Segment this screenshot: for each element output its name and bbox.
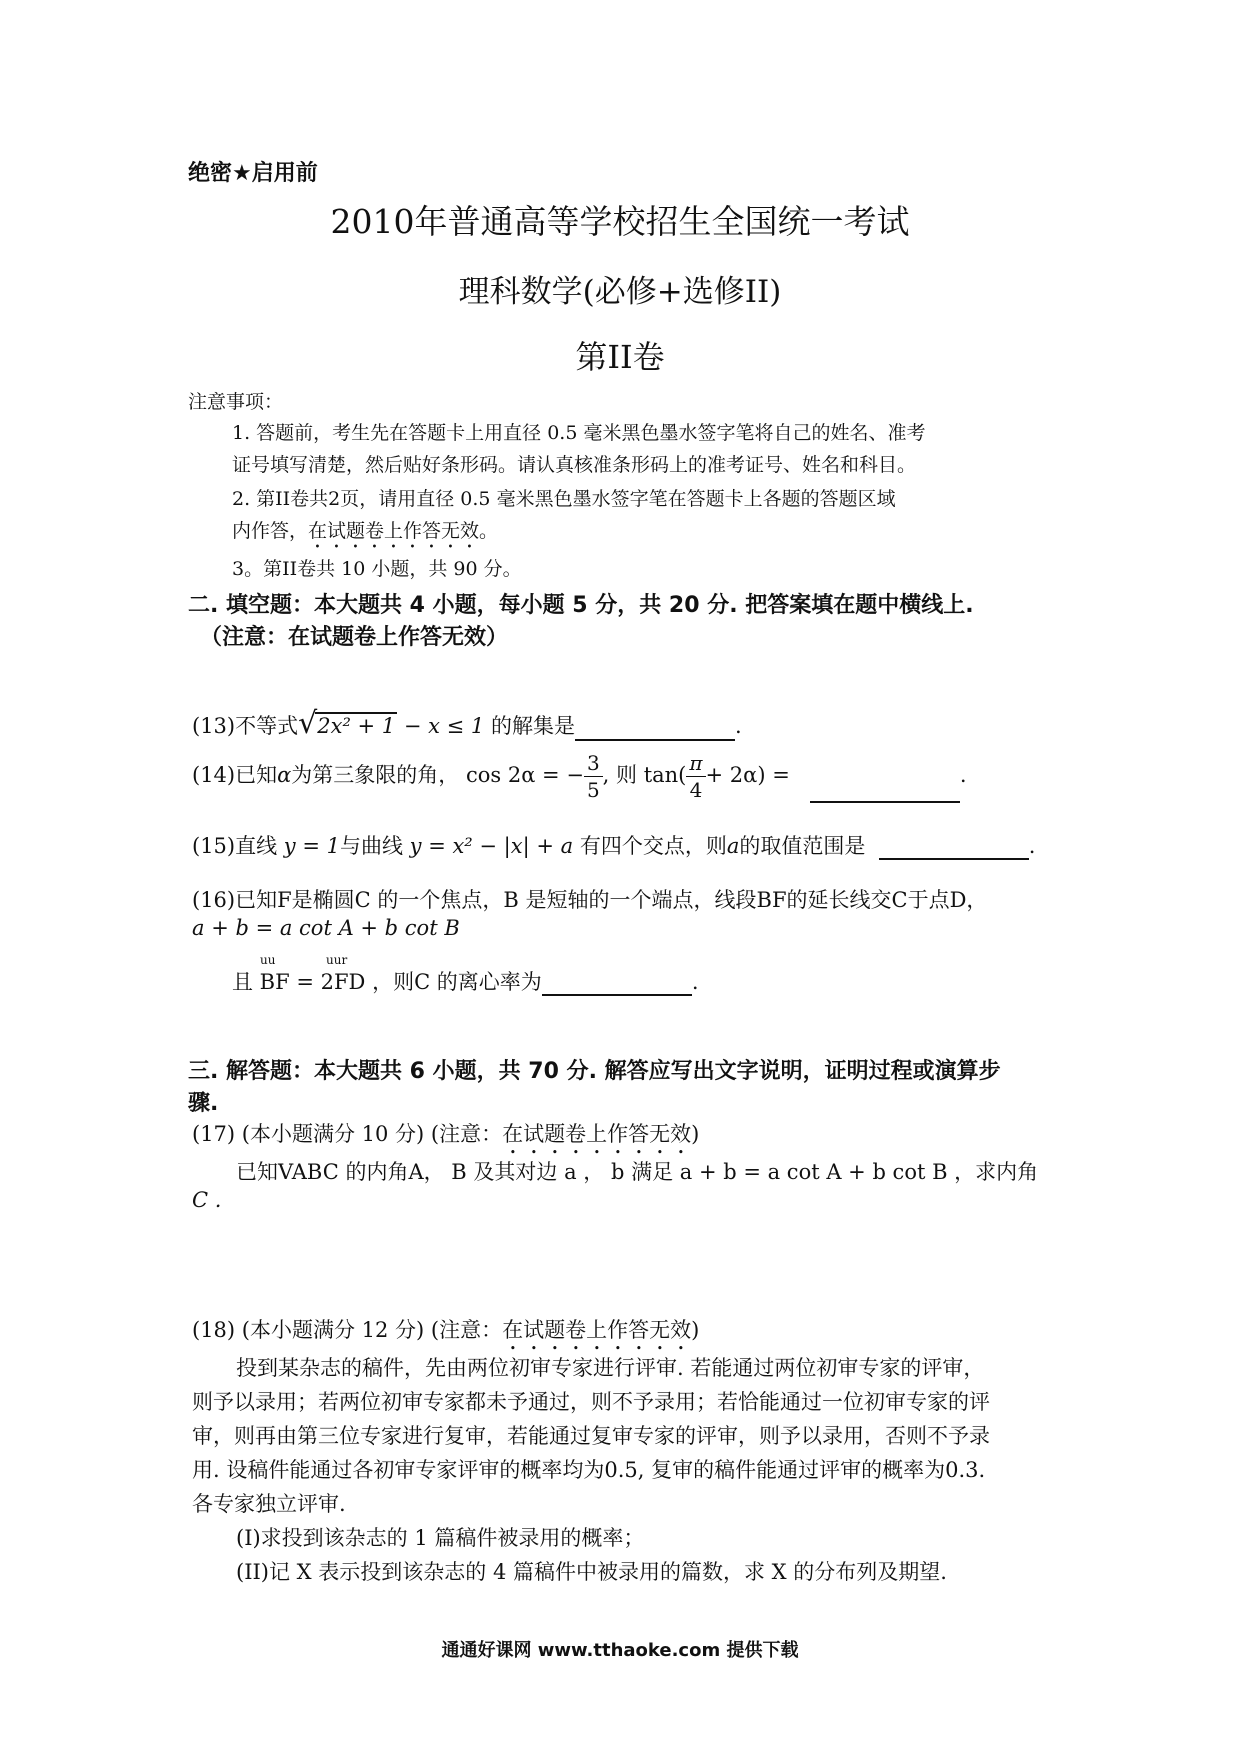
question-16-line1: (16)已知F是椭圆C 的一个焦点，B 是短轴的一个端点，线段BF的延长线交C于点D， — [192, 888, 988, 912]
note-2a: 2. 第II卷共2页，请用直径 0.5 毫米黑色墨水签字笔在答题卡上各题的答题区域 — [232, 488, 896, 510]
note-2b-pre: 内作答， — [232, 520, 309, 542]
q15-end: . — [1028, 834, 1036, 858]
q15-pre: (15)直线 — [192, 834, 278, 858]
q17-head-emphasis: 在试题卷上作答无效 — [502, 1122, 692, 1146]
question-17-line2: C . — [192, 1188, 222, 1212]
q18-paragraph-2: 则予以录用；若两位初审专家都未予通过，则不予录用；若恰能通过一位初审专家的评 — [192, 1390, 990, 1414]
question-13 — [192, 706, 742, 741]
q13-post: 的解集是 — [490, 714, 575, 738]
footer-credit: 通通好课网 www.tthaoke.com 提供下载 — [441, 1640, 799, 1661]
note-2b — [232, 516, 498, 553]
note-3: 3。第II卷共 10 小题，共 90 分。 — [232, 558, 522, 580]
q14-cos: cos 2α = − — [465, 763, 584, 787]
question-18-header — [192, 1314, 699, 1355]
sqrt-icon: √ — [298, 706, 318, 741]
q15-eq2: y = x² − |x| + a — [409, 834, 574, 858]
q16-answer-blank[interactable] — [542, 970, 692, 996]
vector-mark-fd: uur — [326, 953, 348, 967]
q17-head-post: ) — [691, 1122, 700, 1146]
q13-radicand: 2x² + 1 — [317, 714, 396, 738]
q14-then: , 则 tan( — [602, 763, 687, 787]
confidential-label: 绝密★启用前 — [188, 161, 318, 186]
vector-mark-bf: uu — [260, 953, 276, 967]
section2-note: （注意：在试题卷上作答无效） — [200, 625, 509, 650]
q15-post2: 的取值范围是 — [739, 834, 866, 858]
q14-fraction — [584, 750, 603, 803]
exam-subtitle: 理科数学(必修+选修II) — [458, 274, 782, 310]
q14-den: 5 — [586, 778, 600, 802]
q13-answer-blank[interactable] — [575, 715, 735, 741]
q18-paragraph-3: 审，则再由第三位专家进行复审，若能通过复审专家的评审，则予以录用，否则不予录 — [192, 1424, 990, 1448]
volume-title: 第II卷 — [575, 338, 665, 376]
q15-mid: 与曲线 — [339, 834, 403, 858]
question-16-line3 — [232, 966, 699, 996]
note-2b-post: 。 — [479, 520, 499, 542]
q15-post: 有四个交点，则 — [579, 834, 727, 858]
exam-title: 2010年普通高等学校招生全国统一考试 — [330, 202, 910, 241]
q14-answer-blank[interactable] — [810, 777, 960, 803]
q14-pi-fraction — [686, 750, 705, 803]
section2-heading: 二. 填空题：本大题共 4 小题，每小题 5 分，共 20 分. 把答案填在题中横线上. — [188, 593, 974, 618]
q15-answer-blank[interactable] — [879, 834, 1029, 860]
q18-subquestion-1: (I)求投到该杂志的 1 篇稿件被录用的概率； — [236, 1526, 645, 1550]
question-17-line1: 已知VABC 的内角A， B 及其对边 a ， b 满足 a + b = a cot A + b cot B ，求内角 — [236, 1160, 1039, 1184]
q15-eq1: y = 1 — [283, 834, 340, 858]
q14-num: 3 — [584, 750, 603, 777]
note-2b-emphasis: 在试题卷上作答无效 — [308, 520, 480, 542]
q14-pi: π — [686, 750, 705, 777]
q18-head-pre: (18) (本小题满分 12 分) (注意： — [192, 1318, 503, 1342]
q18-paragraph-4: 用. 设稿件能通过各初审专家评审的概率均为0.5, 复审的稿件能通过评审的概率为0.3. — [192, 1458, 986, 1482]
q16-line3-text: 且 BF = 2FD ，则C 的离心率为 — [232, 970, 542, 994]
q18-paragraph-5: 各专家独立评审. — [192, 1492, 346, 1516]
q15-a: a — [726, 834, 740, 858]
section3-heading: 三. 解答题：本大题共 6 小题，共 70 分. 解答应写出文字说明，证明过程或演算步 — [188, 1059, 1001, 1084]
question-16-line2: a + b = a cot A + b cot B — [192, 916, 460, 940]
question-17-header — [192, 1118, 699, 1159]
q13-pre: (13)不等式 — [192, 714, 299, 738]
q14-four: 4 — [689, 778, 703, 802]
q16-end: . — [691, 970, 699, 994]
q18-paragraph-1: 投到某杂志的稿件，先由两位初审专家进行评审. 若能通过两位初审专家的评审， — [236, 1356, 985, 1380]
notes-heading: 注意事项： — [188, 391, 284, 413]
q18-subquestion-2: (II)记 X 表示投到该杂志的 4 篇稿件中被录用的篇数，求 X 的分布列及期望. — [236, 1560, 947, 1584]
q13-expr: − x ≤ 1 — [397, 714, 485, 738]
q17-head-pre: (17) (本小题满分 10 分) (注意： — [192, 1122, 503, 1146]
q14-mid: 为第三象限的角， — [291, 763, 460, 787]
section3-heading-cont: 骤. — [188, 1091, 219, 1116]
q18-head-post: ) — [691, 1318, 700, 1342]
note-1a: 1. 答题前，考生先在答题卡上用直径 0.5 毫米黑色墨水签字笔将自己的姓名、准考 — [232, 422, 926, 444]
q14-end: . — [959, 763, 967, 787]
q14-pre: (14)已知 — [192, 763, 278, 787]
q18-head-emphasis: 在试题卷上作答无效 — [502, 1318, 692, 1342]
question-15 — [192, 830, 1035, 860]
q14-alpha: α — [277, 763, 292, 787]
note-1b: 证号填写清楚，然后贴好条形码。请认真核准条形码上的准考证号、姓名和科目。 — [232, 454, 917, 476]
question-14 — [192, 750, 967, 803]
q13-end: . — [734, 714, 742, 738]
q14-tail: + 2α) = — [705, 763, 790, 787]
